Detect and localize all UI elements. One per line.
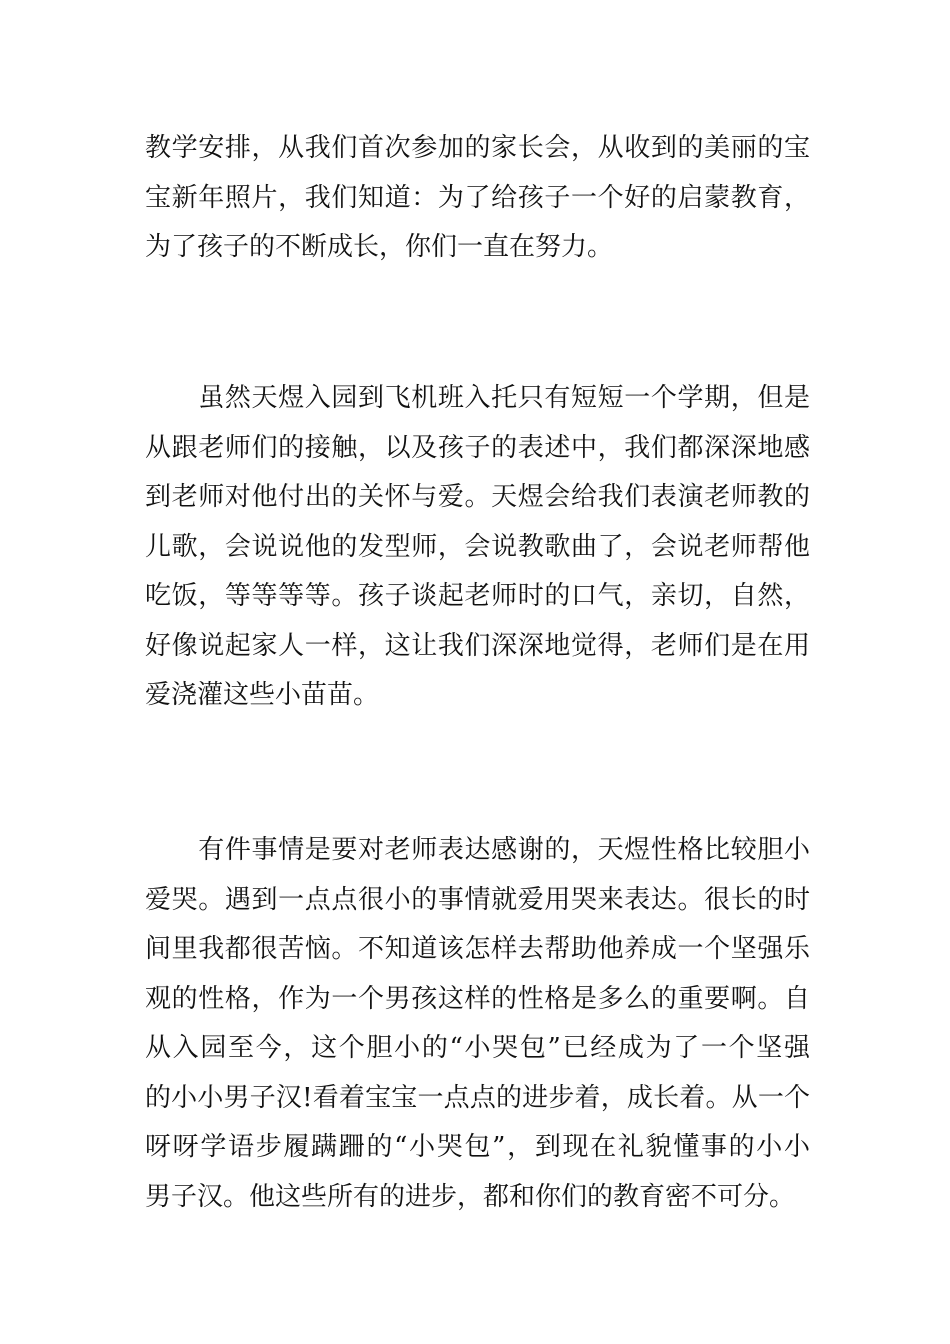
paragraph-line: 儿歌，会说说他的发型师，会说教歌曲了，会说老师帮他	[145, 531, 810, 562]
paragraph-line: 有件事情是要对老师表达感谢的，天煜性格比较胆小	[145, 835, 810, 865]
paragraph-line: 吃饭，等等等等。孩子谈起老师时的口气，亲切，自然，	[145, 581, 810, 611]
paragraph-line: 教学安排，从我们首次参加的家长会，从收到的美丽的宝	[145, 133, 810, 163]
paragraph-line: 从入园至今，这个胆小的“小哭包”已经成为了一个坚强	[145, 1033, 810, 1063]
paragraph-line: 为了孩子的不断成长，你们一直在努力。	[145, 232, 614, 262]
paragraph-line: 爱哭。遇到一点点很小的事情就爱用哭来表达。很长的时	[145, 884, 810, 915]
paragraph-line: 好像说起家人一样，这让我们深深地觉得，老师们是在用	[145, 630, 810, 661]
paragraph-1	[145, 124, 810, 273]
paragraph-3	[145, 826, 810, 1222]
paragraph-line: 爱浇灌这些小苗苗。	[145, 680, 380, 710]
paragraph-line: 呀呀学语步履蹒跚的“小哭包”，到现在礼貌懂事的小小	[145, 1132, 810, 1162]
paragraph-line: 的小小男子汉!看着宝宝一点点的进步着，成长着。从一个	[145, 1082, 810, 1113]
paragraph-line: 虽然天煜入园到飞机班入托只有短短一个学期，但是	[145, 383, 810, 413]
paragraph-line: 男子汉。他这些所有的进步，都和你们的教育密不可分。	[145, 1181, 796, 1212]
paragraph-line: 到老师对他付出的关怀与爱。天煜会给我们表演老师教的	[145, 482, 810, 512]
paragraph-line: 观的性格，作为一个男孩这样的性格是多么的重要啊。自	[145, 983, 810, 1014]
paragraph-2	[145, 374, 810, 721]
paragraph-line: 间里我都很苦恼。不知道该怎样去帮助他养成一个坚强乐	[145, 934, 810, 964]
paragraph-line: 从跟老师们的接触，以及孩子的表述中，我们都深深地感	[145, 432, 810, 463]
paragraph-line: 宝新年照片，我们知道：为了给孩子一个好的启蒙教育，	[145, 182, 810, 213]
